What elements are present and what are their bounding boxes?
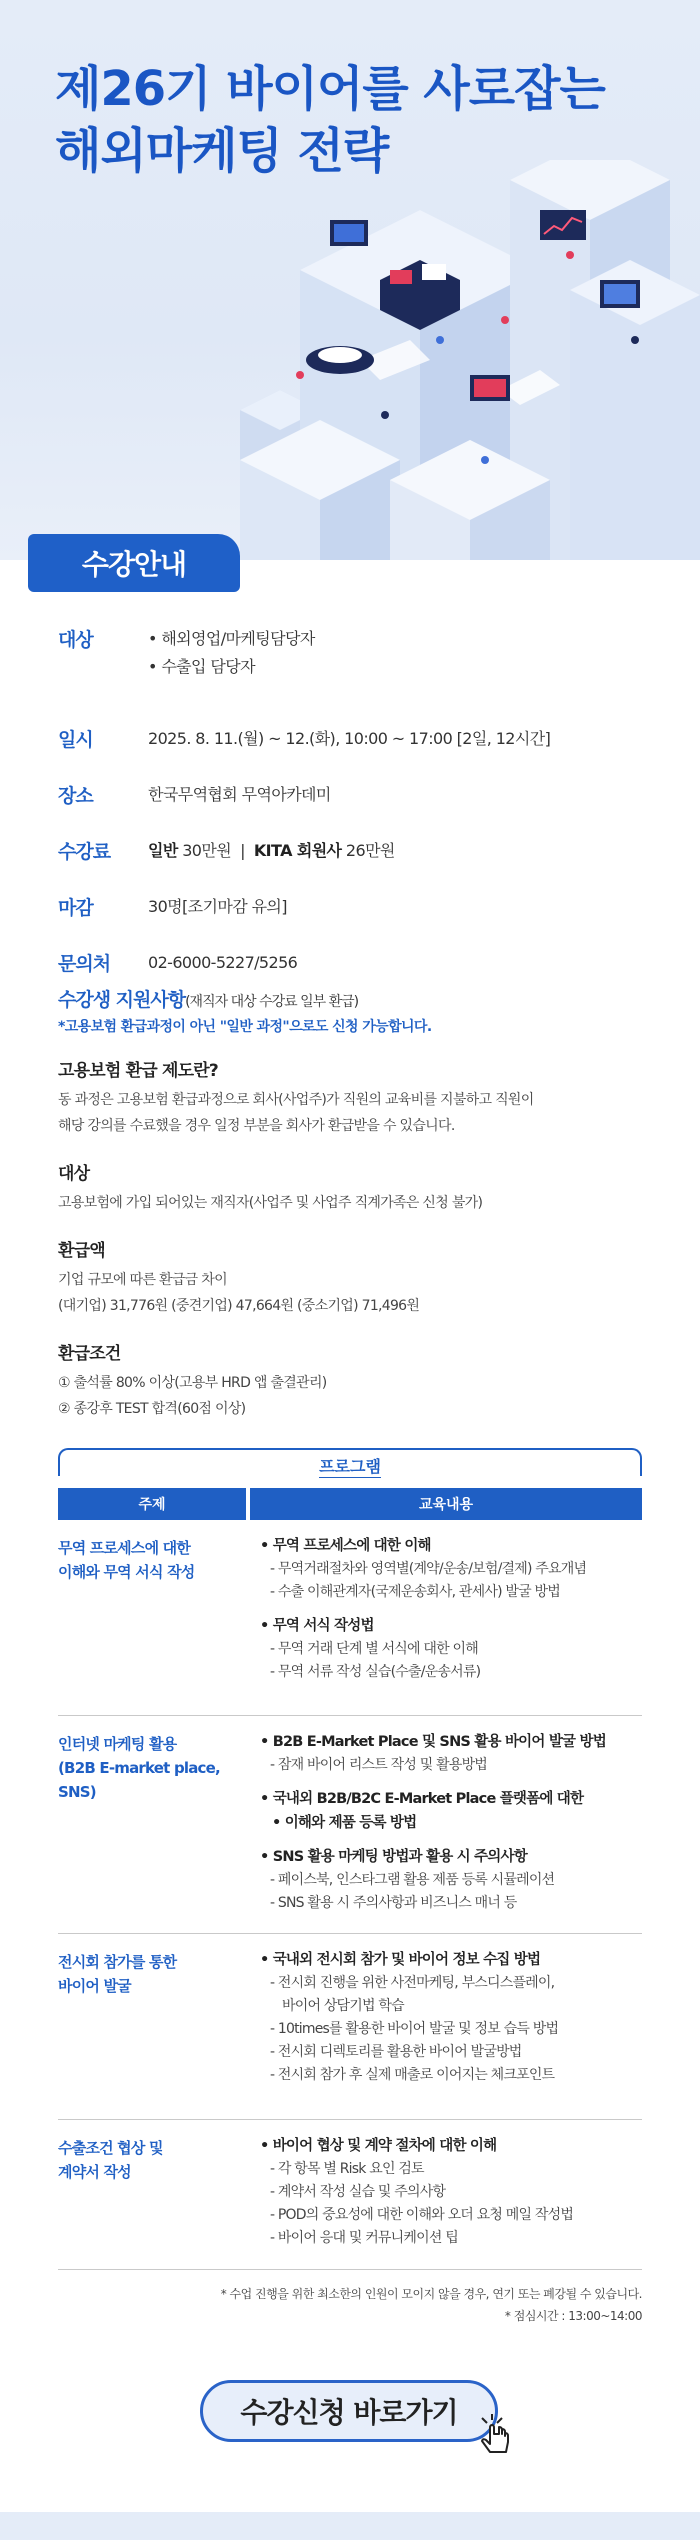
support-line: 동 과정은 고용보험 환급과정으로 회사(사업주)가 직원의 교육비를 지불하고 직원이 [58,1092,534,1108]
support-text [58,1267,668,1319]
info-value: 30명[조기마감 유의] [148,897,287,916]
table-row [58,1520,642,1716]
row-content [246,2120,642,2269]
topic-line: 바이어 발굴 [58,1977,131,1995]
row-topic [58,1934,246,2119]
block-item: - 페이스북, 인스타그램 활용 제품 등록 시뮬레이션 [270,1872,555,1888]
table-row [58,1934,642,2120]
hero-banner [0,0,700,560]
block-item: - 계약서 작성 실습 및 주의사항 [270,2184,446,2200]
support-line: ① 출석률 80% 이상(고용부 HRD 앱 출결관리) [58,1375,327,1391]
info-line: • 해외영업/마케팅담당자 [148,629,315,648]
row-topic [58,1716,246,1933]
info-value [148,625,315,681]
support-notice: *고용보험 환급과정이 아닌 "일반 과정"으로도 신청 가능합니다. [58,1019,432,1035]
topic-line: SNS) [58,1783,96,1801]
contact-phone[interactable]: 02-6000-5227/5256 [148,953,298,972]
support-line: (대기업) 31,776원 (중견기업) 47,664원 (중소기업) 71,496원 [58,1298,420,1314]
block-heading: • SNS 활용 마케팅 방법과 활용 시 주의사항 [260,1845,642,1869]
block-heading: • 국내외 B2B/B2C E-Market Place 플랫폼에 대한 [260,1787,642,1811]
support-text [58,1370,668,1422]
row-content [246,1934,642,2119]
topic-line: 무역 프로세스에 대한 [58,1539,191,1557]
block-heading: • 무역 프로세스에 대한 이해 [260,1534,642,1558]
fee-separator: | [240,841,245,860]
fee-general-label: 일반 [148,841,178,860]
program-title-text: 프로그램 [319,1457,381,1476]
table-body [58,1520,642,2270]
support-line: 기업 규모에 따른 환급금 차이 [58,1272,227,1288]
section-title-badge: 수강안내 [28,534,240,592]
col-content-header: 교육내용 [250,1488,642,1520]
support-section [58,985,668,1422]
block-item: - POD의 중요성에 대한 이해와 오더 요청 메일 작성법 [270,2207,574,2223]
block-item: - 전시회 참가 후 실제 매출로 이어지는 체크포인트 [270,2067,555,2083]
program-title [58,1454,642,1477]
info-line: • 수출입 담당자 [148,657,255,676]
support-heading: 고용보험 환급 제도란? [58,1061,218,1081]
content-block [260,1787,642,1835]
info-value [148,837,395,865]
support-heading: 환급액 [58,1241,105,1261]
table-row [58,1716,642,1934]
info-row-date [58,725,658,781]
isometric-marketing-illustration [240,160,700,560]
info-value: 한국무역협회 무역아카데미 [148,785,331,804]
support-line: 해당 강의를 수료했을 경우 일정 부분을 회사가 환급받을 수 있습니다. [58,1118,455,1134]
course-info [58,625,658,1005]
block-heading: • 국내외 전시회 참가 및 바이어 정보 수집 방법 [260,1948,642,1972]
content-block [260,1534,642,1604]
info-label: 장소 [58,785,93,807]
hero-title-line2: 해외마케팅 전략 [55,123,389,179]
block-item: 바이어 상담기법 학습 [282,1998,404,2014]
block-item: - SNS 활용 시 주의사항과 비즈니스 매너 등 [270,1895,517,1911]
row-content [246,1520,642,1715]
fee-member: 26만원 [345,841,395,860]
content-block [260,1948,642,2087]
block-item: - 전시회 진행을 위한 사전마케팅, 부스디스플레이, [270,1975,555,1991]
block-heading-cont: • 이해와 제품 등록 방법 [260,1811,642,1835]
topic-line: 전시회 참가를 통한 [58,1953,177,1971]
block-item: - 각 항목 별 Risk 요인 검토 [270,2161,424,2177]
info-label: 마감 [58,897,93,919]
block-item: - 무역 거래 단계 별 서식에 대한 이해 [270,1641,478,1657]
apply-button[interactable]: 수강신청 바로가기 [200,2380,498,2442]
fee-member-label: KITA 회원사 [253,841,342,860]
bottom-bar [0,2512,700,2540]
info-row-target [58,625,658,725]
block-item: - 수출 이해관계자(국제운송회사, 관세사) 발굴 방법 [270,1584,560,1600]
block-item: - 무역 서류 작성 실습(수출/운송서류) [270,1664,481,1680]
topic-line: 인터넷 마케팅 활용 [58,1735,177,1753]
topic-line: 계약서 작성 [58,2163,131,2181]
program-footnotes [58,2283,642,2327]
table-row [58,2120,642,2270]
info-value: 2025. 8. 11.(월) ~ 12.(화), 10:00 ~ 17:00 [2일, 12시간] [148,729,551,748]
block-heading: • B2B E-Market Place 및 SNS 활용 바이어 발굴 방법 [260,1730,642,1754]
content-block [260,1845,642,1915]
pointer-hand-icon [478,2412,512,2456]
col-topic-header: 주제 [58,1488,246,1520]
support-text [58,1087,668,1139]
block-item: - 무역거래절차와 영역별(계약/운송/보험/결제) 주요개념 [270,1561,587,1577]
content-block [260,2134,642,2250]
support-heading: 환급조건 [58,1344,121,1364]
support-line: 고용보험에 가입 되어있는 재직자(사업주 및 사업주 직계가족은 신청 불가) [58,1195,483,1211]
info-label: 수강료 [58,841,111,863]
info-row-place [58,781,658,837]
info-label: 일시 [58,729,93,751]
info-label: 대상 [58,629,93,651]
block-item: - 바이어 응대 및 커뮤니케이션 팁 [270,2230,458,2246]
content-block [260,1614,642,1684]
block-heading: • 무역 서식 작성법 [260,1614,642,1638]
support-title-note: (재직자 대상 수강료 일부 환급) [185,994,359,1010]
info-row-deadline [58,893,658,949]
info-row-fee [58,837,658,893]
block-item: - 전시회 디렉토리를 활용한 바이어 발굴방법 [270,2044,522,2060]
row-topic [58,2120,246,2269]
support-text [58,1190,668,1216]
info-label: 문의처 [58,953,111,975]
content-block [260,1730,642,1777]
table-header [58,1488,642,1520]
footnote: * 수업 진행을 위한 최소한의 인원이 모이지 않을 경우, 연기 또는 폐강될 수 있습니다. [220,2287,642,2301]
topic-line: 이해와 무역 서식 작성 [58,1563,195,1581]
support-title-text: 수강생 지원사항 [58,989,186,1011]
support-heading: 대상 [58,1164,90,1184]
topic-line: 수출조건 협상 및 [58,2139,163,2157]
block-item: - 10times를 활용한 바이어 발굴 및 정보 습득 방법 [270,2021,559,2037]
fee-general: 30만원 [182,841,232,860]
footnote: * 점심시간 : 13:00~14:00 [504,2309,642,2323]
topic-line: (B2B E-market place, [58,1759,220,1777]
hero-title-line1: 제26기 바이어를 사로잡는 [55,61,605,117]
row-content [246,1716,642,1933]
support-line: ② 종강후 TEST 합격(60점 이상) [58,1401,246,1417]
row-topic [58,1520,246,1715]
block-heading: • 바이어 협상 및 계약 절차에 대한 이해 [260,2134,642,2158]
support-title [58,985,668,1012]
block-item: - 잠재 바이어 리스트 작성 및 활용방법 [270,1757,488,1773]
